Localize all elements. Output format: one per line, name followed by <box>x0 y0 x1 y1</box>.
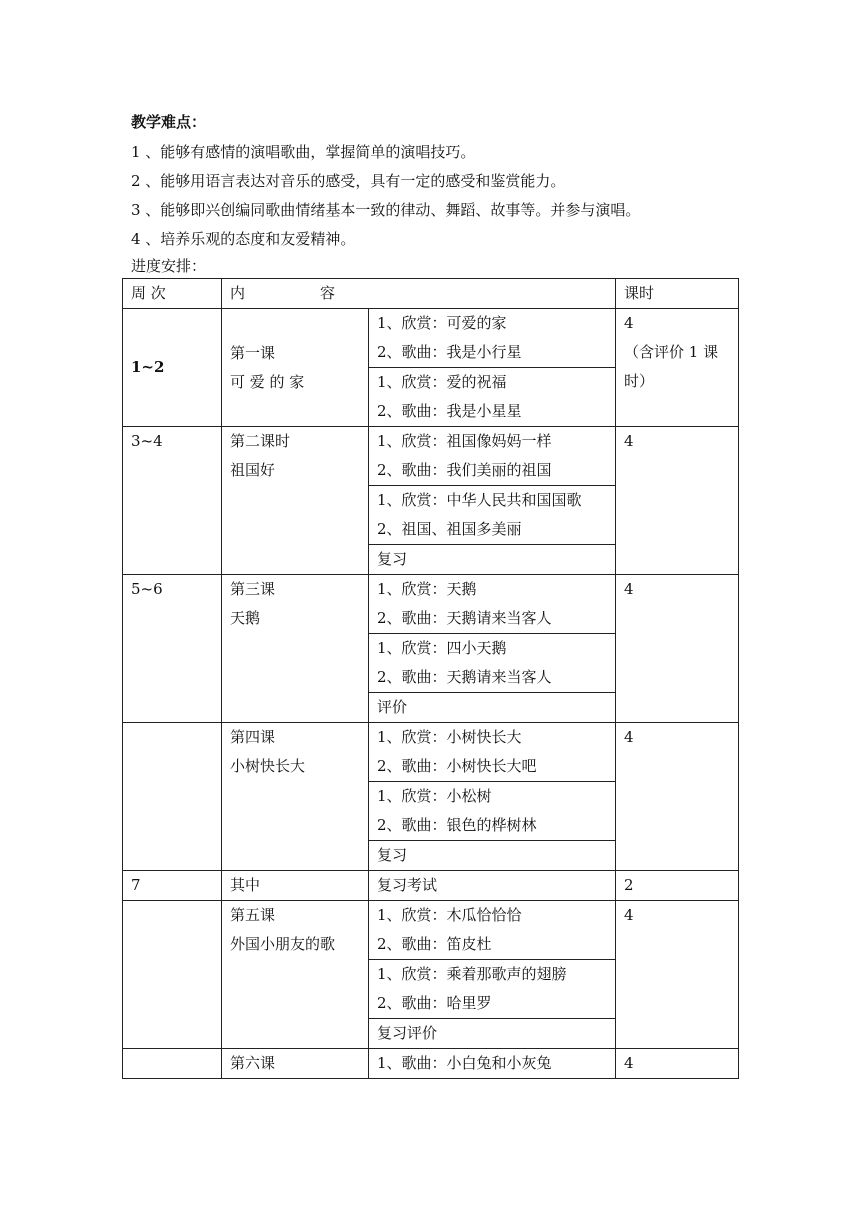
lesson-cell <box>222 427 369 575</box>
schedule-label: 进度安排： <box>131 257 207 275</box>
sub-item: 2、歌曲：天鹅请来当客人 <box>377 609 552 627</box>
lesson-cell <box>222 723 369 871</box>
sub-item: 2、歌曲：天鹅请来当客人 <box>377 668 552 686</box>
hours-cell: 4 <box>616 723 739 871</box>
sub-item: 1、欣赏：小松树 <box>377 787 492 805</box>
header-content: 内 容 <box>222 279 616 309</box>
week-cell: 7 <box>123 871 222 901</box>
table-row <box>123 723 739 782</box>
lesson-title: 第三课 <box>230 580 276 598</box>
extra-cell: 复习 <box>369 841 616 871</box>
sub-item: 1、欣赏：天鹅 <box>377 580 477 598</box>
table-row <box>123 309 739 368</box>
sub-item: 2、歌曲：哈里罗 <box>377 994 492 1012</box>
difficulties-heading: 教学难点： <box>131 113 207 131</box>
extra-cell: 复习 <box>369 545 616 575</box>
table-row <box>123 871 739 901</box>
hours-value: 4 <box>624 314 634 332</box>
sub-item: 1、欣赏：爱的祝福 <box>377 373 507 391</box>
hours-cell: 4 <box>616 1049 739 1079</box>
sub-item: 2、歌曲：我们美丽的祖国 <box>377 461 552 479</box>
lesson-title: 第二课时 <box>230 432 291 450</box>
sub-item: 1、欣赏：中华人民共和国国歌 <box>377 491 582 509</box>
sub-content-cell <box>369 486 616 545</box>
sub-item: 2、歌曲：我是小行星 <box>377 343 522 361</box>
difficulty-point-1: 1 、能够有感情的演唱歌曲，掌握简单的演唱技巧。 <box>131 143 476 161</box>
sub-content-cell <box>369 723 616 782</box>
lesson-cell <box>222 901 369 1049</box>
hours-cell: 4 <box>616 427 739 575</box>
difficulty-point-3: 3 、能够即兴创编同歌曲情绪基本一致的律动、舞蹈、故事等。并参与演唱。 <box>131 201 641 219</box>
lesson-subtitle: 小树快长大 <box>230 757 306 775</box>
lesson-cell <box>222 575 369 723</box>
hours-cell: 2 <box>616 871 739 901</box>
sub-content-cell <box>369 960 616 1019</box>
sub-item: 2、歌曲：银色的桦树林 <box>377 816 537 834</box>
extra-cell: 复习评价 <box>369 1019 616 1049</box>
table-row <box>123 1049 739 1079</box>
hours-cell <box>616 309 739 427</box>
table-row <box>123 901 739 960</box>
sub-item: 1、欣赏：祖国像妈妈一样 <box>377 432 552 450</box>
sub-item: 1、欣赏：四小天鹅 <box>377 639 507 657</box>
sub-item: 1、欣赏：可爱的家 <box>377 314 507 332</box>
sub-item: 2、祖国、祖国多美丽 <box>377 520 522 538</box>
week-cell: 3~4 <box>123 427 222 575</box>
sub-content-cell <box>369 309 616 368</box>
lesson-subtitle: 天鹅 <box>230 609 261 627</box>
week-cell <box>123 723 222 871</box>
lesson-cell: 第六课 <box>222 1049 369 1079</box>
sub-item: 2、歌曲：笛皮杜 <box>377 935 492 953</box>
extra-cell: 评价 <box>369 693 616 723</box>
sub-content-cell <box>369 901 616 960</box>
lesson-title: 第五课 <box>230 906 276 924</box>
header-hours: 课时 <box>616 279 739 309</box>
sub-content-cell <box>369 634 616 693</box>
sub-content-cell <box>369 575 616 634</box>
lesson-cell <box>222 309 369 427</box>
table-row <box>123 575 739 634</box>
single-content-cell: 1、歌曲：小白兔和小灰兔 <box>369 1049 616 1079</box>
hours-note: （含评价 1 课时） <box>624 343 719 390</box>
sub-item: 2、歌曲：我是小星星 <box>377 402 522 420</box>
week-cell: 1~2 <box>123 309 222 427</box>
sub-item: 1、欣赏：木瓜恰恰恰 <box>377 906 522 924</box>
lesson-cell: 其中 <box>222 871 369 901</box>
difficulty-point-4: 4 、培养乐观的态度和友爱精神。 <box>131 230 356 248</box>
sub-item: 1、欣赏：小树快长大 <box>377 728 522 746</box>
difficulty-point-2: 2 、能够用语言表达对音乐的感受，具有一定的感受和鉴赏能力。 <box>131 172 566 190</box>
table-row <box>123 427 739 486</box>
sub-content-cell <box>369 427 616 486</box>
week-cell <box>123 1049 222 1079</box>
lesson-title: 第一课 <box>230 343 276 362</box>
header-week: 周 次 <box>123 279 222 309</box>
lesson-subtitle: 外国小朋友的歌 <box>230 935 336 953</box>
sub-content-cell <box>369 368 616 427</box>
lesson-subtitle: 可 爱 的 家 <box>230 372 305 391</box>
hours-cell: 4 <box>616 901 739 1049</box>
hours-cell: 4 <box>616 575 739 723</box>
week-cell <box>123 901 222 1049</box>
sub-content-cell <box>369 782 616 841</box>
single-content-cell: 复习考试 <box>369 871 616 901</box>
sub-item: 1、欣赏：乘着那歌声的翅膀 <box>377 965 567 983</box>
lesson-subtitle: 祖国好 <box>230 461 276 479</box>
week-cell: 5~6 <box>123 575 222 723</box>
lesson-title: 第四课 <box>230 728 276 746</box>
table-header-row <box>123 279 739 309</box>
sub-item: 2、歌曲：小树快长大吧 <box>377 757 537 775</box>
schedule-table <box>122 278 739 1079</box>
